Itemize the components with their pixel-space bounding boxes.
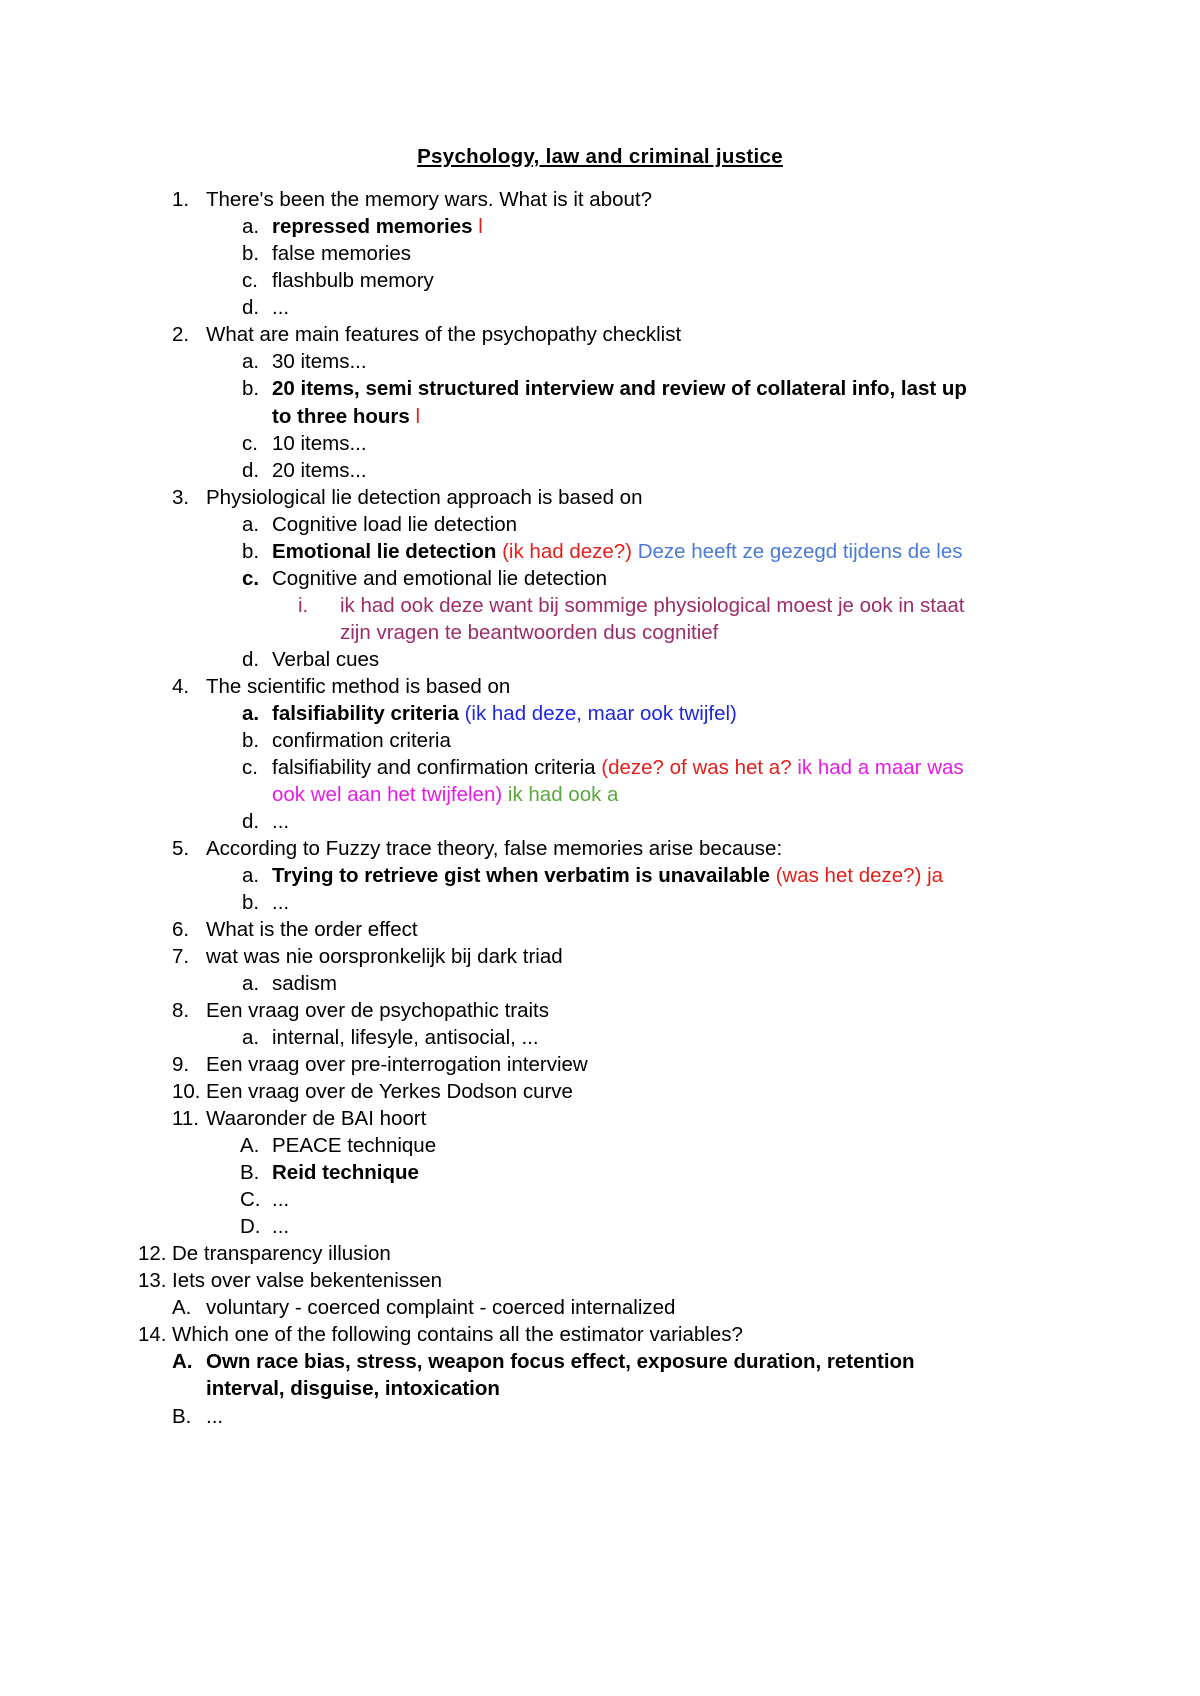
option-text: confirmation criteria	[272, 729, 451, 752]
option-marker: c.	[242, 567, 260, 590]
option-marker: A.	[172, 1296, 192, 1319]
sub-option-text: ik had ook deze want bij sommige physiological moest je ook in staat	[340, 594, 965, 617]
option-marker: d.	[242, 296, 260, 319]
option-text: ...	[272, 296, 290, 319]
option-marker: a.	[242, 350, 260, 373]
option-text: Cognitive load lie detection	[272, 513, 518, 536]
option-marker: b.	[242, 729, 260, 752]
option-text-continued: interval, disguise, intoxication	[206, 1377, 500, 1400]
question-text: There's been the memory wars. What is it about?	[206, 188, 652, 211]
option-text-continued: to three hours	[272, 405, 410, 428]
option-marker: a.	[242, 215, 260, 238]
option-text: 10 items...	[272, 432, 367, 455]
option-text: ...	[272, 1215, 290, 1238]
annotation-note-blue: Deze heeft ze gezegd tijdens de les	[637, 540, 963, 563]
option-text: 20 items...	[272, 459, 367, 482]
question-text: Een vraag over pre-interrogation interview	[206, 1053, 588, 1076]
sub-option-text-continued: zijn vragen te beantwoorden dus cognitief	[340, 621, 719, 644]
question-text: De transparency illusion	[172, 1242, 391, 1265]
option-text: 30 items...	[272, 350, 367, 373]
option-marker: b.	[242, 540, 260, 563]
option-marker: B.	[172, 1405, 192, 1428]
question-text: What are main features of the psychopathy checklist	[206, 323, 682, 346]
question-text: Waaronder de BAI hoort	[206, 1107, 427, 1130]
question-number: 9.	[172, 1053, 190, 1076]
annotation-note: l	[415, 405, 421, 428]
question-number: 14.	[138, 1323, 167, 1346]
sub-option-marker: i.	[298, 594, 309, 617]
option-text: ...	[206, 1405, 224, 1428]
option-marker: d.	[242, 648, 260, 671]
option-marker: d.	[242, 459, 260, 482]
document-title: Psychology, law and criminal justice	[417, 145, 783, 168]
annotation-note-red: (ik had deze?)	[502, 540, 633, 563]
option-marker: c.	[242, 432, 258, 455]
question-number: 5.	[172, 837, 190, 860]
question-text: Iets over valse bekentenissen	[172, 1269, 443, 1292]
option-marker: a.	[242, 513, 260, 536]
option-text: Emotional lie detection	[272, 540, 497, 563]
question-text: Which one of the following contains all the estimator variables?	[172, 1323, 743, 1346]
annotation-note-red: (deze? of was het a?	[601, 756, 792, 779]
question-number: 4.	[172, 675, 190, 698]
question-text: Een vraag over de psychopathic traits	[206, 999, 549, 1022]
option-text: false memories	[272, 242, 411, 265]
option-text: flashbulb memory	[272, 269, 434, 292]
question-number: 3.	[172, 486, 190, 509]
option-marker: D.	[240, 1215, 261, 1238]
option-marker: a.	[242, 864, 260, 887]
question-number: 1.	[172, 188, 190, 211]
question-text: Physiological lie detection approach is based on	[206, 486, 643, 509]
option-marker: a.	[242, 972, 260, 995]
option-text: falsifiability and confirmation criteria	[272, 756, 596, 779]
question-number: 2.	[172, 323, 190, 346]
option-marker: B.	[240, 1161, 260, 1184]
question-number: 10.	[172, 1080, 201, 1103]
option-text: Cognitive and emotional lie detection	[272, 567, 608, 590]
option-marker: c.	[242, 269, 258, 292]
annotation-note-magenta-continued: ook wel aan het twijfelen)	[272, 783, 503, 806]
question-number: 8.	[172, 999, 190, 1022]
option-marker: a.	[242, 1026, 260, 1049]
option-text: PEACE technique	[272, 1134, 437, 1157]
annotation-note: (ik had deze, maar ook twijfel)	[464, 702, 737, 725]
option-marker: A.	[172, 1350, 193, 1373]
option-marker: b.	[242, 242, 260, 265]
annotation-note: l	[478, 215, 483, 238]
annotation-note-green: ik had ook a	[507, 783, 619, 806]
option-text: internal, lifesyle, antisocial, ...	[272, 1026, 539, 1049]
option-marker: b.	[242, 891, 260, 914]
question-text: Een vraag over de Yerkes Dodson curve	[206, 1080, 573, 1103]
option-marker: d.	[242, 810, 260, 833]
option-text: 20 items, semi structured interview and review of collateral info, last up	[272, 377, 967, 400]
option-text: Trying to retrieve gist when verbatim is unavailable	[272, 864, 770, 887]
question-text: The scientific method is based on	[206, 675, 511, 698]
option-marker: b.	[242, 377, 260, 400]
option-marker: C.	[240, 1188, 261, 1211]
question-number: 7.	[172, 945, 190, 968]
option-text: ...	[272, 891, 290, 914]
option-text: repressed memories	[272, 215, 473, 238]
option-marker: A.	[240, 1134, 260, 1157]
question-number: 13.	[138, 1269, 167, 1292]
option-text: Reid technique	[272, 1161, 419, 1184]
option-text: Verbal cues	[272, 648, 380, 671]
option-marker: c.	[242, 756, 258, 779]
annotation-note-magenta: ik had a maar was	[797, 756, 964, 779]
option-marker: a.	[242, 702, 260, 725]
question-number: 12.	[138, 1242, 167, 1265]
option-text: sadism	[272, 972, 337, 995]
question-text: What is the order effect	[206, 918, 418, 941]
option-text: Own race bias, stress, weapon focus effect, exposure duration, retention	[206, 1350, 915, 1373]
annotation-note: (was het deze?) ja	[775, 864, 944, 887]
question-text: wat was nie oorspronkelijk bij dark triad	[206, 945, 563, 968]
option-text: falsifiability criteria	[272, 702, 459, 725]
option-text: ...	[272, 1188, 290, 1211]
question-number: 6.	[172, 918, 190, 941]
question-number: 11.	[172, 1107, 199, 1130]
question-text: According to Fuzzy trace theory, false memories arise because:	[206, 837, 783, 860]
option-text: voluntary - coerced complaint - coerced internalized	[206, 1296, 676, 1319]
option-text: ...	[272, 810, 290, 833]
